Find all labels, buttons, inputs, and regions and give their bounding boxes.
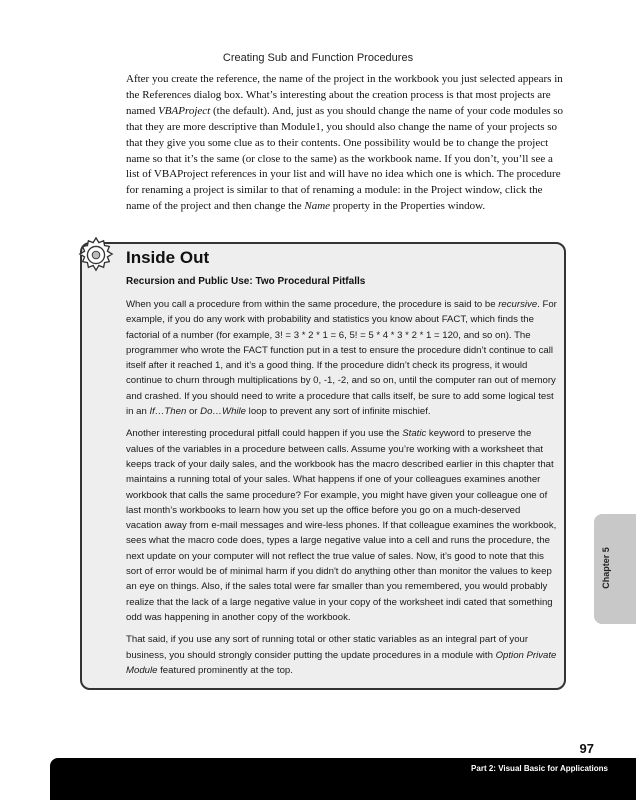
intro-paragraph — [126, 72, 568, 215]
part-title: Visual Basic for Applications — [498, 764, 608, 773]
body-text: Another interesting procedural pitfall could happen if you use the — [126, 428, 403, 440]
gear-icon — [77, 236, 115, 274]
sidebar-subtitle: Recursion and Public Use: Two Procedural Pitfalls — [126, 276, 366, 287]
sidebar-title: Inside Out — [126, 248, 210, 267]
body-emphasis: recursive — [498, 299, 538, 310]
body-text: That said, if you use any sort of running total or other static variables as an integral part of your business, you should strongly consider putting the update procedures in a module with — [126, 634, 529, 661]
running-head: Creating Sub and Function Procedures — [222, 52, 414, 64]
footer-part-label — [471, 764, 608, 773]
part-number: Part 2: — [471, 764, 496, 773]
page-number: 97 — [579, 741, 594, 756]
body-text: When you call a procedure from within the same procedure, the procedure is said to be — [126, 299, 499, 310]
body-text: . For example, if you do any work with probability and statistics you know about FACT, which finds the factorial of a number (for example, 3! = 3 * 2 * 1 = 6, 5! = 5 * 4 * 3 * 2 * 1 = 120, and so on). The programmer who wrote the FACT function put in a test to ensure the procedure didn’t continue to call itself after it reached 1, and it’s a good thing. If the procedure didn’t check its progress, it would continue to churn through multiplications by 0, -1, -2, and so on, until the computer ran out of memory and crashed. If you should need to write a procedure that calls itself, be sure to add some logical test in an — [126, 299, 557, 418]
body-text: featured prominently at the top. — [157, 664, 293, 676]
chapter-tab-label: Chapter 5 — [601, 547, 611, 589]
body-emphasis: Option Private Module — [126, 649, 557, 676]
intro-text: property in the Properties window. — [330, 200, 486, 213]
body-text: or — [186, 406, 201, 418]
sidebar-paragraph — [126, 426, 558, 625]
body-emphasis: Do…While — [200, 406, 247, 418]
intro-text: After you create the reference, the name of the project in the workbook you just selected appears in the References dialog box. What’s interesting about the creation process is that most projects are named — [126, 73, 563, 117]
sidebar-paragraph — [126, 632, 558, 678]
body-emphasis: Static — [402, 428, 427, 440]
intro-emphasis: Name — [304, 200, 331, 213]
sidebar-body — [126, 297, 558, 685]
intro-text: (the default). And, just as you should change the name of your code modules so that they are more descriptive than Module1, you should also change the name of your projects so that they give you some clue as to their contents. One possibility would be to change the project name so that it’s the same (or close to the same) as the workbook name. If you don’t, you’ll see a list of VBAProject references in your list and will have no idea which one is which. The procedure for renaming a project is similar to that of renaming a module: in the Project window, click the name of the project and then change the — [126, 104, 564, 213]
body-text: loop to prevent any sort of infinite mischief. — [246, 406, 431, 418]
sidebar-paragraph — [126, 297, 558, 419]
body-text: keyword to preserve the values of the variables in a procedure between calls. Assume you’re working with a worksheet that keeps track of your daily sales, and the workbook has the macro described earlier in this chapter that maintains a running total of your sales. What happens if one of your colleagues examines another workbook that calls the same procedure? For example, you might have given your colleague one of last month’s workbooks to learn how you set up the office before you go on a much-deserved vacation away from e-mail messages and wire-less phones. If that colleague examines the workbook, sees what the macro code does, types a large negative value into a cell and runs the procedure, the next update on your computer will not reflect the true value of sales. Now, it’s good to note that this sort of error would be of minimal harm if you didn't do anything other than monitor the values to keep an eye on things. Also, if the sales total were far smaller than you remembered, you would probably realize that the lack of a large negative value in your copy of the worksheet indi cated that something odd was happening in another copy of the workbook. — [126, 428, 557, 623]
intro-emphasis: VBAProject — [158, 104, 211, 117]
body-emphasis: If…Then — [149, 406, 187, 418]
